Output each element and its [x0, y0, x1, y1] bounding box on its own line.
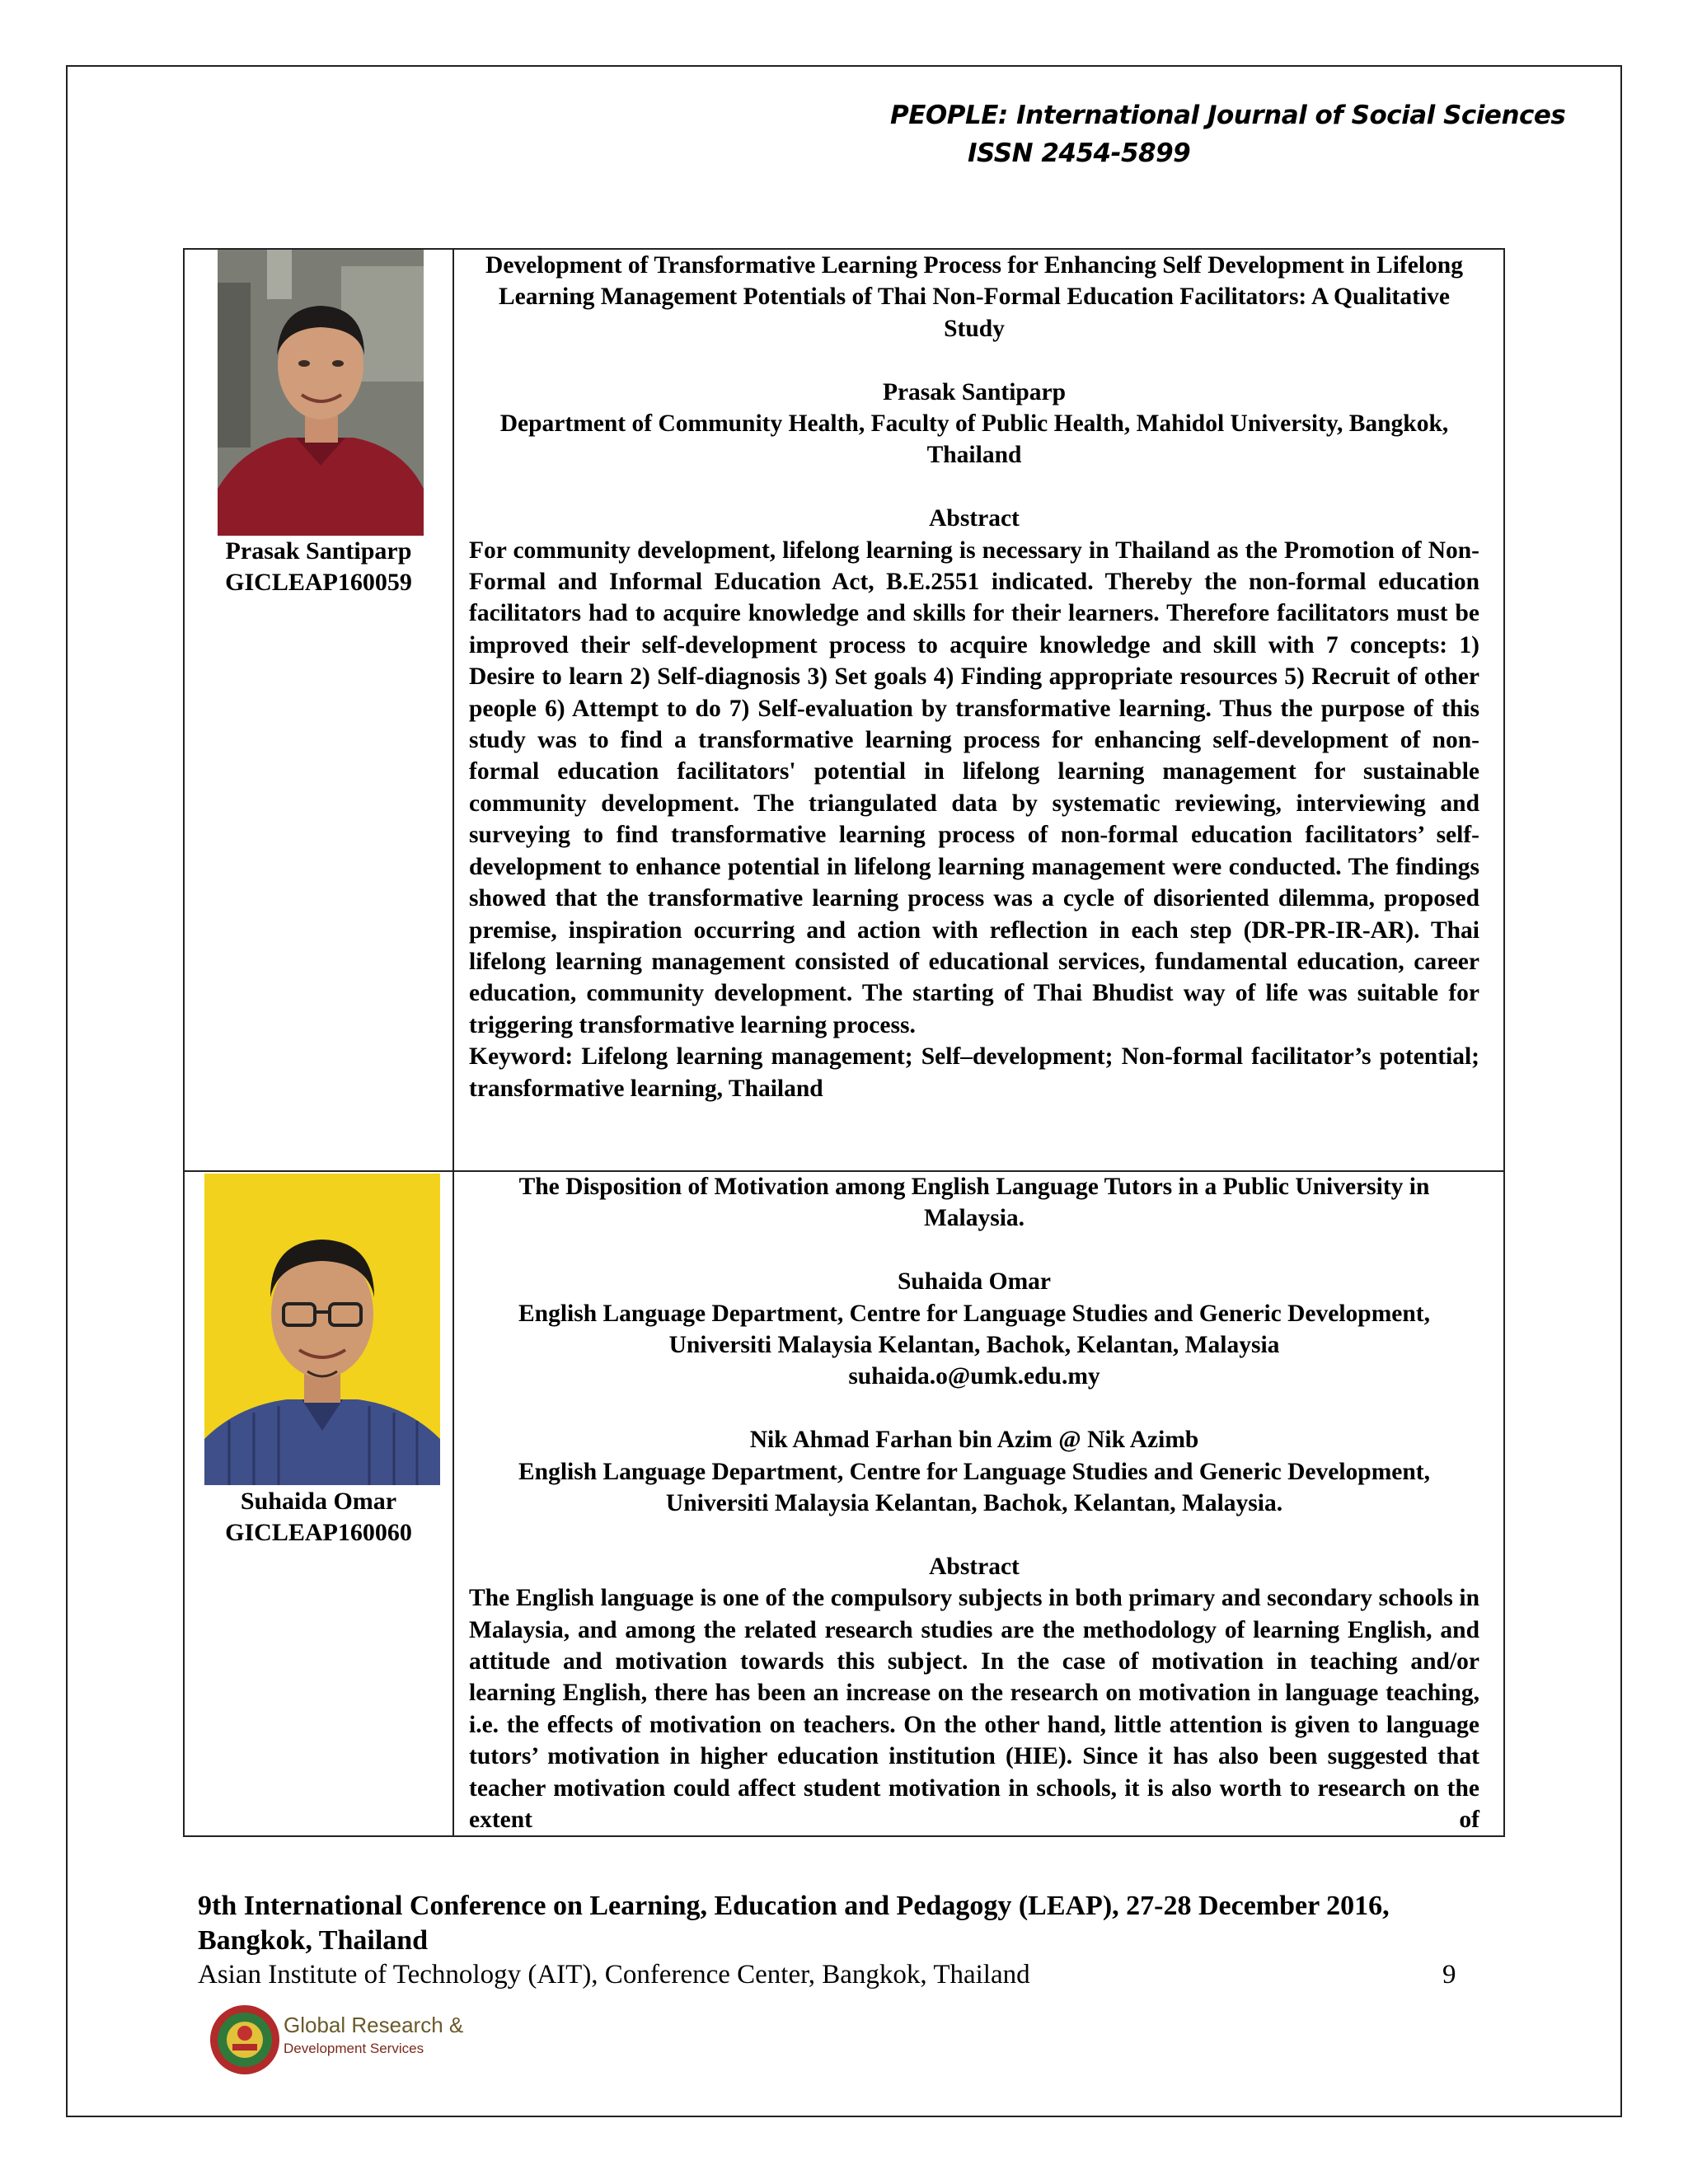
paper-id: GICLEAP160059 [225, 569, 412, 596]
journal-issn: ISSN 2454-5899 [968, 138, 1191, 168]
abstract-text: The English language is one of the compulsory subjects in both primary and secondary schools in Malaysia, and among the related research studies are the methodology of learning English, and attitude and motivation towards this subject. In the case of motivation in teaching and/or learning English, there has been an increase on the research on motivation in language teaching, i.e. the effects of motivation on teachers. On the other hand, little attention is given to language tutors’ motivation in higher education institution (HIE). Since it has also been suggested that teacher motivation could affect student motivation in schools, it is also worth to research on the extent of [469, 1585, 1479, 1834]
paper-entry-1 [469, 250, 1479, 1104]
gRDS-logo [208, 1994, 464, 2085]
column-divider [452, 250, 454, 1835]
author-caption-2 [185, 1486, 452, 1549]
paper-entry-2 [469, 1171, 1479, 1835]
author-name: Nik Ahmad Farhan bin Azim @ Nik Azimb [749, 1427, 1199, 1454]
author-caption-1 [185, 536, 452, 598]
seal-icon [208, 1994, 282, 2085]
page-number: 9 [1442, 1960, 1456, 1990]
keywords: Keyword: Lifelong learning management; Self–development; Non-formal facilitator’s potential; transformative learning, Thailand [469, 1043, 1479, 1102]
author-affiliation: English Language Department, Centre for Language Studies and Generic Development, Universiti Malaysia Kelantan, Bachok, Kelantan, Malaysia [518, 1300, 1430, 1359]
paper-title: The Disposition of Motivation among English Language Tutors in a Public University in Malaysia. [518, 1174, 1430, 1232]
conference-title: 9th International Conference on Learning, Education and Pedagogy (LEAP), 27-28 December 2016, Bangkok, Thailand [198, 1891, 1390, 1956]
paper-id: GICLEAP160060 [225, 1519, 412, 1546]
abstract-heading: Abstract [929, 505, 1020, 532]
abstract-heading: Abstract [929, 1553, 1020, 1580]
author-name: Suhaida Omar [240, 1488, 397, 1515]
author-name: Prasak Santiparp [225, 537, 412, 565]
journal-title: PEOPLE: International Journal of Social Sciences [890, 101, 1566, 130]
author-affiliation: English Language Department, Centre for Language Studies and Generic Development, Universiti Malaysia Kelantan, Bachok, Kelantan, Malaysia. [518, 1458, 1430, 1517]
author-photo-santiparp [218, 250, 424, 536]
logo-line-1: Global Research & [284, 2013, 464, 2037]
abstract-text: For community development, lifelong learning is necessary in Thailand as the Promotion of Non-Formal and Informal Education Act, B.E.2551 indicated. Thereby the non-formal education facilitators had to acquire knowledge and skills for their learners. Therefore facilitators must be improved their self-development process to acquire knowledge and skill with 7 concepts: 1) Desire to learn 2) Self-diagnosis 3) Set goals 4) Finding appropriate resources 5) Recruit of other people 6) Attempt to do 7) Self-evaluation by transformative learning. Thus the purpose of this study was to find a transformative learning process for enhancing self-development of non-formal education facilitators' potential in lifelong learning management for sustainable community development. The triangulated data by systematic reviewing, interviewing and surveying to find transformative learning process of non-formal education facilitators’ self-development to enhance potential in lifelong learning management were conducted. The findings showed that the transformative learning process was a cycle of disoriented dilemma, proposed premise, inspiration occurring and action with reflection in each step (DR-PR-IR-AR). Thai lifelong learning management consisted of educational services, fundamental education, career education, community development. The starting of Thai Bhudist way of life was suitable for triggering transformative learning process. [469, 537, 1479, 1038]
author-name: Prasak Santiparp [882, 378, 1067, 405]
author-email[interactable]: suhaida.o@umk.edu.my [848, 1363, 1100, 1390]
conference-venue: Asian Institute of Technology (AIT), Conference Center, Bangkok, Thailand [198, 1960, 1030, 1990]
paper-title: Development of Transformative Learning Process for Enhancing Self Development in Lifelong Learning Management Potentials of Thai Non-Formal Education Facilitators: A Qualitative Study [485, 252, 1463, 342]
logo-line-2: Development Services [284, 2041, 424, 2056]
author-photo-omar [204, 1174, 440, 1485]
author-affiliation: Department of Community Health, Faculty of Public Health, Mahidol University, Bangkok, Thailand [499, 410, 1449, 469]
author-name: Suhaida Omar [897, 1268, 1052, 1296]
paper-table [183, 248, 1505, 1837]
